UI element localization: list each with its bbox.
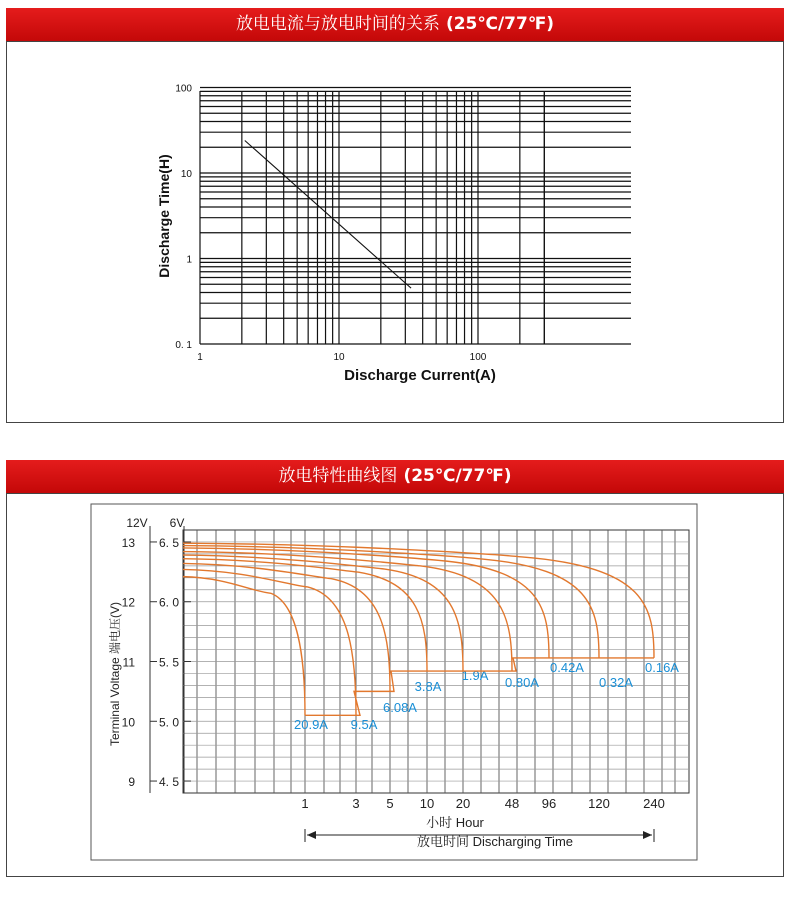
chart1-series-line [245,140,411,288]
chart1-x-tick-label: 10 [333,352,345,363]
chart2-y12v-tick-label: 9 [128,775,135,790]
chart2-x-tick-label: 120 [588,796,610,811]
chart1-y-tick-label: 1 [186,254,192,266]
section1-banner [6,8,784,41]
chart2-series-label: 0.42A [550,660,584,675]
chart2-series-label: 0.80A [505,675,539,690]
discharge-characteristics-chart [7,494,783,876]
chart2-x-axis-label-hour: 小时 Hour [426,815,484,830]
section2-title-suffix: (25℃/77℉) [403,466,512,486]
chart1-y-axis-label: Discharge Time(H) [156,154,172,278]
chart2-series-label: 1.9A [461,668,489,683]
chart1-x-tick-label: 100 [469,352,487,363]
section1-title-suffix: (25℃/77℉) [445,14,555,34]
chart2-y12v-tick-label: 10 [121,715,135,730]
chart2-curve-9.5A [183,569,356,715]
chart1-y-tick-label: 0. 1 [175,340,192,351]
chart2-y6v-tick-label: 5. 5 [158,655,179,670]
chart2-series-label: 3.8A [414,679,442,694]
chart2-x-tick-label: 3 [352,796,360,811]
chart2-y12v-tick-label: 13 [121,535,135,550]
chart2-y6v-header: 6V [169,516,185,530]
chart2-curve-0.42A [183,548,549,658]
chart2-grid [183,530,689,793]
chart2-y6v-tick-label: 4. 5 [158,775,179,790]
chart2-y6v-tick-label: 5. 0 [158,715,179,730]
chart2-x-tick-label: 10 [419,796,435,811]
section1-title: 放电电流与放电时间的关系 [235,14,440,34]
chart1-y-tick-label: 10 [180,169,192,180]
chart2-x-axis-label-time: 放电时间 Discharging Time [416,834,574,849]
chart2-y12v-header: 12V [126,516,148,530]
chart2-series-label: 0.32A [599,675,633,690]
chart2-x-tick-label: 96 [541,796,557,811]
chart2-curve-20.9A [183,577,305,716]
chart2-curve-0.16A [183,543,654,658]
chart2-series-label: 20.9A [294,717,328,732]
chart2-y-axis-label: Terminal Voltage 端电压(V) [108,601,122,747]
chart1-x-axis-label: Discharge Current(A) [344,367,496,384]
chart1-y-tick-label: 100 [175,83,192,95]
chart2-x-tick-label: 20 [455,796,471,811]
chart2-series-label: 9.5A [350,717,378,732]
chart2-series-label: 6.08A [383,700,417,715]
chart2-y6v-tick-label: 6. 0 [158,595,179,610]
chart1-series [245,140,411,288]
chart2-x-tick-label: 240 [643,796,665,811]
chart2-y12v-tick-label: 11 [122,655,135,670]
chart1-x-tick-label: 1 [197,352,203,363]
chart2-y6v-tick-label: 6. 5 [158,535,179,550]
discharge-time-chart [7,42,783,422]
section2-banner [6,460,784,493]
chart1-panel [6,41,784,423]
chart2-series-label: 0.16A [645,660,679,675]
chart2-x-tick-label: 1 [301,796,309,811]
chart2-x-tick-label: 5 [386,796,394,811]
chart1-tick-labels [175,84,486,364]
section2-title: 放电特性曲线图 [278,466,398,486]
chart2-x-tick-label: 48 [504,796,520,811]
chart1-grid [200,88,631,345]
chart2-y12v-tick-label: 12 [121,595,135,610]
chart2-panel [6,493,784,877]
